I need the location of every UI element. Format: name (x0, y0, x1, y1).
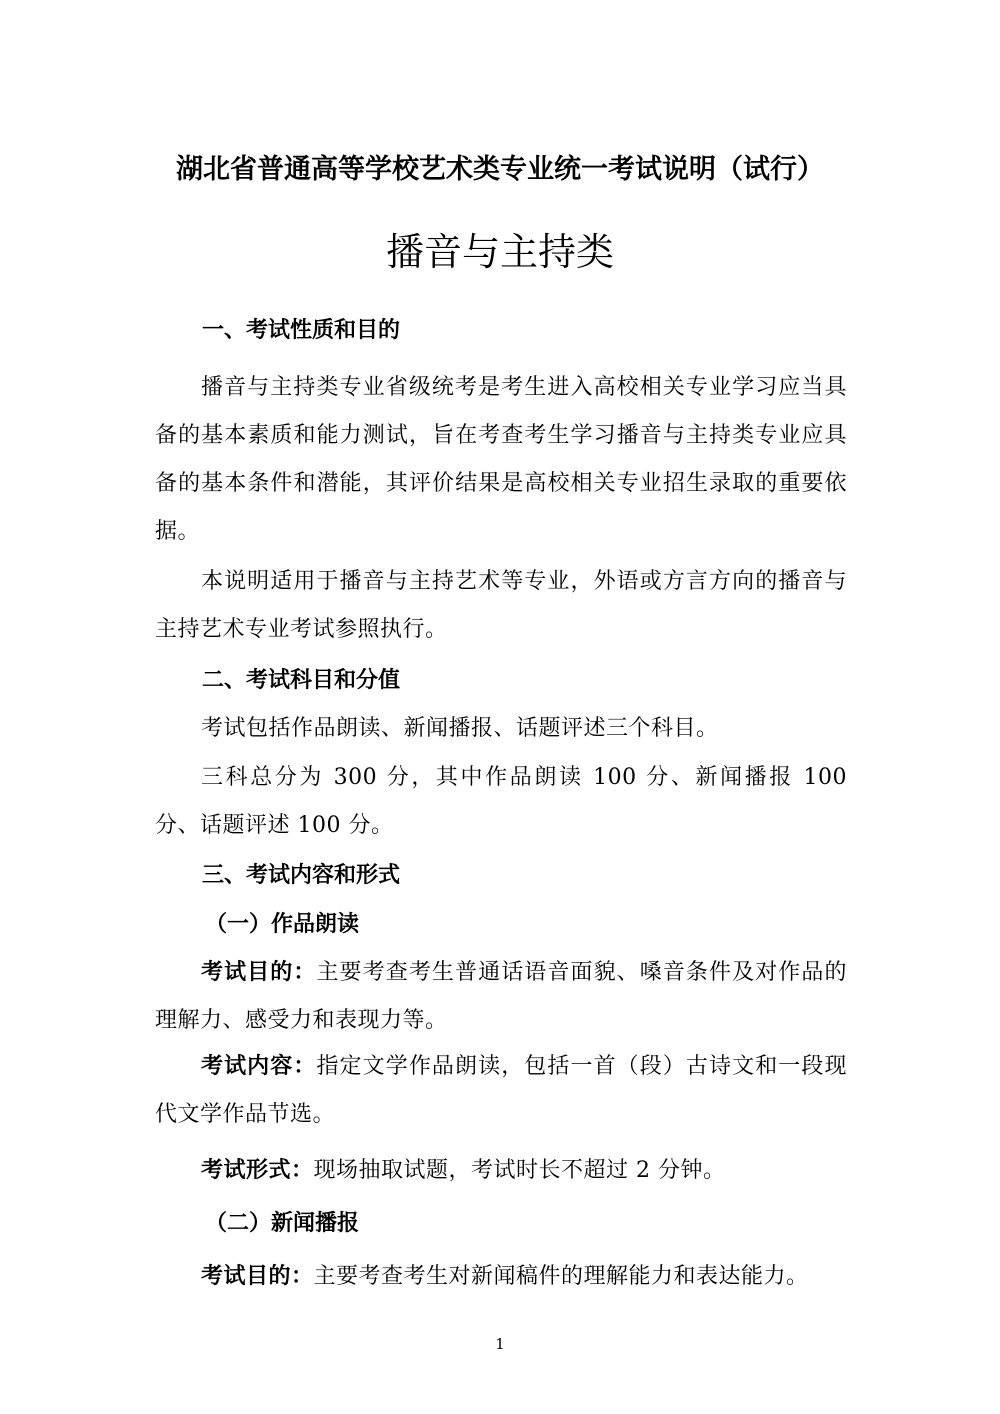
purpose-label: 考试目的： (201, 1264, 314, 1289)
document-title: 湖北省普通高等学校艺术类专业统一考试说明（试行） (176, 154, 824, 185)
section1-heading: 一、考试性质和目的 (202, 318, 401, 343)
purpose-text: 主要考查考生普通话语音面貌、嗓音条件及对作品的理解力、感受力和表现力等。 (155, 960, 847, 1033)
page-number: 1 (495, 1335, 505, 1353)
section2-paragraph-2: 三科总分为 300 分，其中作品朗读 100 分、新闻播报 100 分、话题评述 100 分。 (155, 765, 847, 838)
sub1-form-paragraph (155, 1147, 847, 1195)
form-text: 现场抽取试题，考试时长不超过 2 分钟。 (313, 1158, 726, 1183)
sub2-purpose-paragraph (155, 1253, 847, 1301)
section1-paragraph-1: 播音与主持类专业省级统考是考生进入高校相关专业学习应当具备的基本素质和能力测试，旨在考查考生学习播音与主持类专业应具备的基本条件和潜能，其评价结果是高校相关专业招生录取的重要依据。 (155, 375, 847, 544)
section3-sub1-heading: （一）作品朗读 (205, 912, 360, 937)
section2-paragraph-1: 考试包括作品朗读、新闻播报、话题评述三个科目。 (201, 716, 719, 741)
section3-sub2-heading: （二）新闻播报 (205, 1211, 360, 1236)
sub1-purpose-paragraph (155, 949, 847, 1045)
content-text: 指定文学作品朗读，包括一首（段）古诗文和一段现代文学作品节选。 (155, 1054, 847, 1127)
section1-paragraph-2: 本说明适用于播音与主持艺术等专业，外语或方言方向的播音与主持艺术专业考试参照执行。 (155, 569, 847, 642)
purpose-label: 考试目的： (201, 960, 317, 985)
sub1-content-paragraph (155, 1043, 847, 1139)
section3-heading: 三、考试内容和形式 (202, 863, 401, 888)
purpose-text: 主要考查考生对新闻稿件的理解能力和表达能力。 (313, 1264, 809, 1289)
form-label: 考试形式： (201, 1158, 314, 1183)
section2-heading: 二、考试科目和分值 (202, 668, 401, 693)
content-label: 考试内容： (201, 1054, 317, 1079)
document-subtitle: 播音与主持类 (385, 230, 614, 274)
